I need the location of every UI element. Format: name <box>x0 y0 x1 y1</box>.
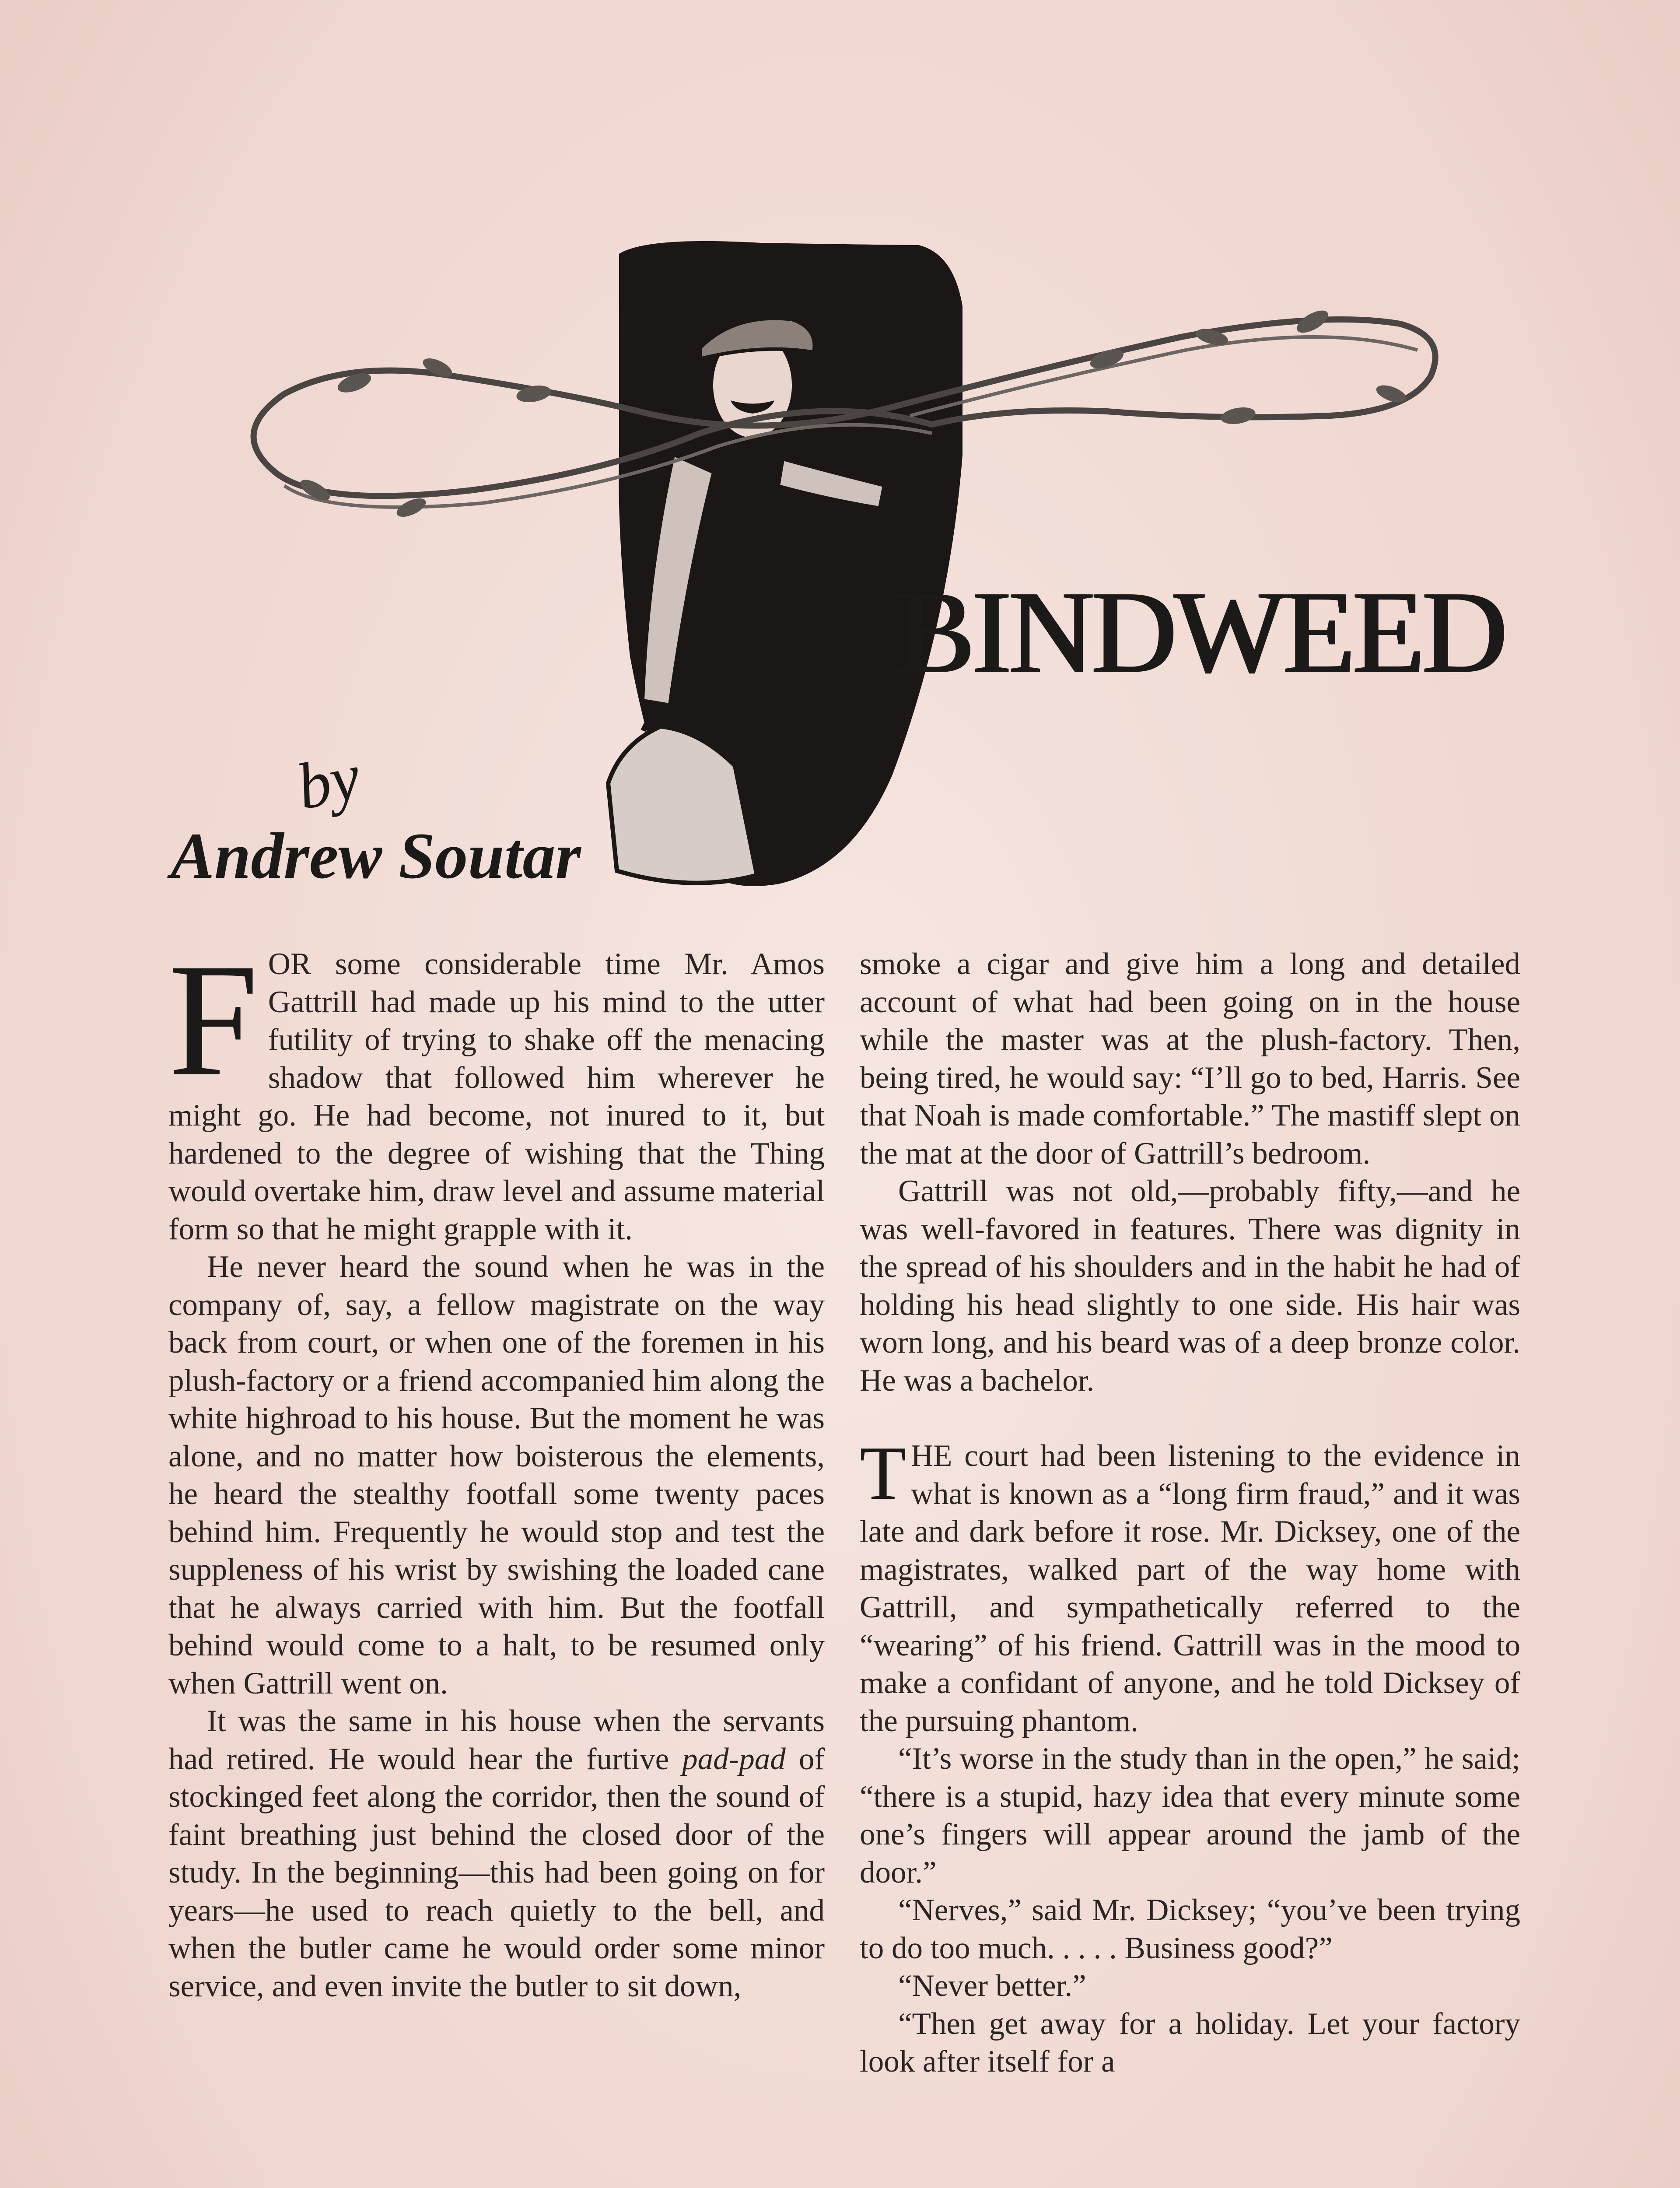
drop-cap: T <box>860 1431 906 1515</box>
paragraph: “Never better.” <box>898 1969 1086 2003</box>
paragraph: He never heard the sound when he was in the company of, say, a fellow magistrate on the way back from court, or when one of the foremen in his plush-factory or a friend accompanied him along the white highroad to his house. But the moment he was alone, and no matter how boisterous the elements, he heard the stealthy footfall some twenty paces behind him. Frequently he would stop and test the suppleness of his wrist by swishing the loaded cane that he always carried with him. But the footfall behind would come to a halt, to be resumed only when Gattrill went on. <box>168 1250 825 1701</box>
section-break <box>860 1399 1520 1437</box>
paragraph: THE court had been listening to the evidence in what is known as a “long firm fraud,” and it was late and dark before it rose. Mr. Dicksey, one of the magistrates, walked part of the way home with Gattrill, and sympathetically referred to the “wearing” of his friend. Gattrill was in the mood to make a confidant of anyone, and he told Dicksey of the pursuing phantom. <box>860 1431 1520 1738</box>
paragraph: “Then get away for a holiday. Let your factory look after itself for a <box>860 2006 1520 2079</box>
right-column <box>860 945 1520 2081</box>
author-name: Andrew Soutar <box>171 820 581 892</box>
paragraph: It was the same in his house when the servants had retired. He would hear the furtive pad-pad of stockinged feet along the corridor, then the sound of faint breathing just behind the closed door of the study. In the beginning—this had been going on for years—he used to reach quietly to the bell, and when the butler came he would order some minor service, and even invite the butler to sit down, <box>168 1704 825 2003</box>
story-title: BINDWEED <box>895 567 1504 698</box>
paragraph: Gattrill was not old,—probably fifty,—and he was well-favored in features. There was dignity in the spread of his shoulders and in the habit he had of holding his head slightly to one side. His hair was worn long, and his beard was of a deep bronze color. He was a bachelor. <box>860 1174 1520 1398</box>
byline <box>171 740 696 919</box>
paragraph: FOR some considerable time Mr. Amos Gattrill had made up his mind to the utter futility of trying to shake off the menacing shadow that followed him wherever he might go. He had become, not inured to it, but hardened to the degree of wishing that the Thing would overtake him, draw level and assume material form so that he might grapple with it. <box>168 930 825 1246</box>
paragraph: “Nerves,” said Mr. Dicksey; “you’ve been trying to do too much. . . . . Business good?” <box>860 1893 1520 1965</box>
byline-by: by <box>290 740 367 824</box>
italic-text: pad-pad <box>682 1742 786 1776</box>
paragraph: smoke a cigar and give him a long and detailed account of what had been going on in the house while the master was at the plush-factory. Then, being tired, he would say: “I’ll go to bed, Harris. See that Noah is made comfortable.” The mastiff slept on the mat at the door of Gattrill’s bedroom. <box>860 947 1520 1171</box>
paragraph: “It’s worse in the study than in the open,” he said; “there is a stupid, hazy idea that every minute some one’s fingers will appear around the jamb of the door.” <box>860 1742 1520 1890</box>
drop-cap: F <box>168 930 259 1110</box>
left-column <box>168 930 825 2005</box>
